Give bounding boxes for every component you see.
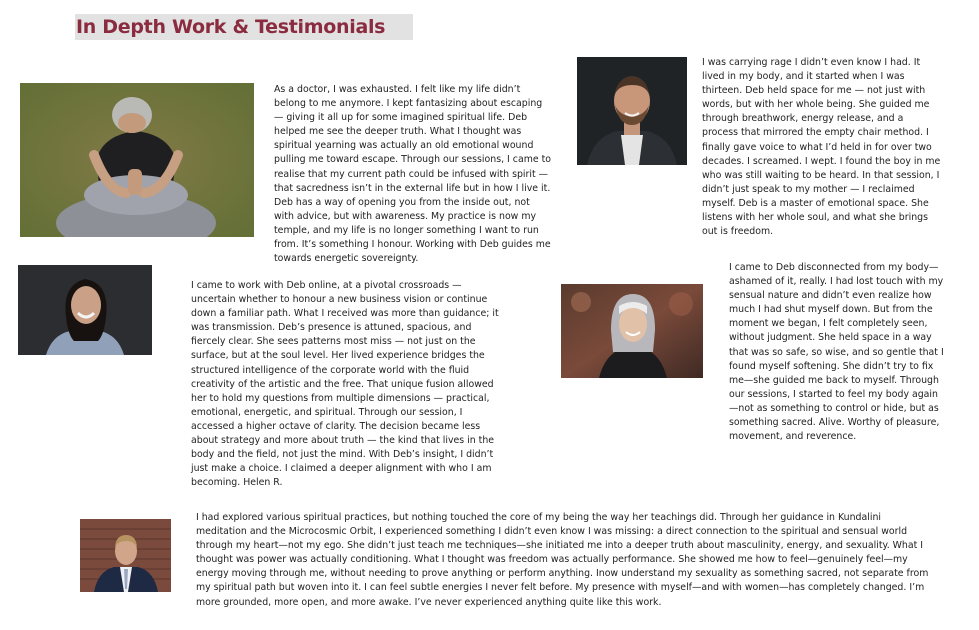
testimonial-3-text: I came to work with Deb online, at a pivotal crossroads — uncertain whether to honour a new business vision or continue down a familiar path. What I received was more than guidance; it was transmission. Deb’s presence is attuned, spacious, and fiercely clear. She sees patterns most miss — not just on the surface, but at the soul level. Her lived experience bridges the structured intelligence of the corporate world with the fluid creativity of the artistic and the free. That unique fusion allowed her to hold my questions from multiple dimensions — practical, emotional, energetic, and spiritual. Through our session, I accessed a higher octave of clarity. The decision became less about strategy and more about truth — the kind that lives in the body and the field, not just the mind. With Deb’s insight, I didn’t just make a choice. I claimed a deeper alignment with who I am becoming. Helen R. <box>191 280 499 489</box>
man-in-suit-icon <box>80 519 171 592</box>
testimonial-3-photo <box>18 265 152 355</box>
testimonial-1-text: As a doctor, I was exhausted. I felt like my life didn’t belong to me anymore. I kept fantasizing about escaping — giving it all up for some imagined spiritual life. Deb helped me see the deeper truth. What I thought was spiritual yearning was actually an old emotional wound pulling me toward escape. Through our sessions, I came to realise that my current path could be infused with spirit — that sacredness isn’t in the external life but in how I live it. Deb has a way of opening you from the inside out, not with advice, but with awareness. My practice is now my temple, and my life is no longer something I want to run from. It’s something I honour. Working with Deb guides me towards energetic sovereignty. <box>274 84 551 265</box>
testimonial-5-photo <box>80 519 171 592</box>
testimonial-4-text: I came to Deb disconnected from my body—ashamed of it, really. I had lost touch with my sensual nature and didn’t even realize how much I had shut myself down. But from the moment we began, I felt completely seen, without judgment. She held space in a way that was so safe, so wise, and so gentle that I found myself softening. She didn’t try to fix me—she guided me back to myself. Through our sessions, I started to feel my body again—not as something to control or hide, but as something sacred. Alive. Worthy of pleasure, movement, and reverence. <box>729 262 944 443</box>
testimonial-2-photo <box>577 57 687 165</box>
page-title-banner <box>75 14 413 40</box>
bearded-man-icon <box>577 57 687 165</box>
woman-meditating-icon <box>20 83 254 237</box>
testimonial-5-text: I had explored various spiritual practices, but nothing touched the core of my being the way her teachings did. Through her guidance in Kundalini meditation and the Microcosmic Orbit, I experienced something I didn’t even know I was missing: a direct connection to the spiritual and sensual world through my heart—not my ego. She didn’t just teach me techniques—she initiated me into a deeper truth about masculinity, energy, and sexuality. What I thought was power was actually conditioning. What I thought was freedom was actually performance. She showed me how to feel—genuinely feel—my energy moving through me, without needing to prove anything or perform anything. Inow understand my sexuality as something sacred, not separate from my spiritual path but woven into it. I can feel subtle energies I never felt before. My presence with myself—and with women—has completely changed. I’m more grounded, more open, and more awake. I’ve never experienced anything quite like this work. <box>196 512 929 608</box>
laughing-woman-icon <box>18 265 152 355</box>
woman-hoodie-icon <box>561 284 703 378</box>
testimonial-4-photo <box>561 284 703 378</box>
testimonial-1-photo <box>20 83 254 237</box>
testimonial-2-text: I was carrying rage I didn’t even know I had. It lived in my body, and it started when I was thirteen. Deb held space for me — not just with words, but with her whole being. She guided me through breathwork, energy release, and a process that mirrored the empty chair method. I finally gave voice to what I’d held in for over two decades. I screamed. I wept. I found the boy in me who was still waiting to be heard. In that session, I didn’t just speak to my mother — I reclaimed myself. Deb is a master of emotional space. She listens with her whole soul, and what she brings out is freedom. <box>702 57 941 238</box>
page-title: In Depth Work & Testimonials <box>76 16 386 38</box>
